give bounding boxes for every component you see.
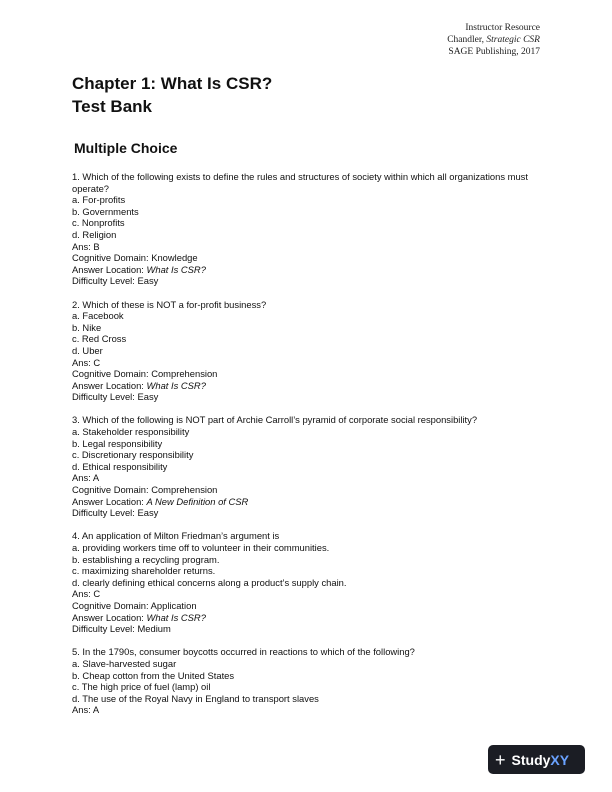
answer-location: Answer Location: A New Definition of CSR xyxy=(72,495,249,507)
cognitive-domain: Cognitive Domain: Comprehension xyxy=(72,484,218,496)
difficulty-level: Difficulty Level: Easy xyxy=(72,507,159,519)
answer-location: Answer Location: What Is CSR? xyxy=(72,263,206,275)
cognitive-domain: Cognitive Domain: Application xyxy=(72,599,197,611)
option-c: c. Nonprofits xyxy=(72,217,125,229)
answer: Ans: C xyxy=(72,588,101,600)
option-c: c. The high price of fuel (lamp) oil xyxy=(72,681,211,693)
cognitive-domain: Cognitive Domain: Knowledge xyxy=(72,252,198,264)
option-b: b. Cheap cotton from the United States xyxy=(72,669,235,681)
question-stem: 4. An application of Milton Friedman’s argument is xyxy=(72,530,280,542)
brand-name: StudyXY xyxy=(511,751,570,768)
studyxy-badge[interactable] xyxy=(488,745,585,774)
option-d: d. Uber xyxy=(72,344,103,356)
page-title xyxy=(72,72,272,118)
question-stem: 2. Which of these is NOT a for-profit business? xyxy=(72,298,267,310)
option-c: c. Discretionary responsibility xyxy=(72,449,194,461)
section-heading: Multiple Choice xyxy=(74,140,178,156)
cognitive-domain: Cognitive Domain: Comprehension xyxy=(72,368,218,380)
question-list xyxy=(72,171,542,728)
question-5 xyxy=(72,646,542,716)
question-3 xyxy=(72,414,542,518)
question-stem: 1. Which of the following exists to define the rules and structures of society within which all organizations must operate? xyxy=(72,171,528,194)
option-c: c. maximizing shareholder returns. xyxy=(72,565,216,577)
question-4 xyxy=(72,530,542,634)
option-b: b. Governments xyxy=(72,205,139,217)
plus-icon: + xyxy=(495,749,506,770)
difficulty-level: Difficulty Level: Medium xyxy=(72,623,171,635)
question-2 xyxy=(72,299,542,403)
option-a: a. providing workers time off to volunteer in their communities. xyxy=(72,542,330,553)
answer: Ans: C xyxy=(72,356,101,368)
test-bank-title: Test Bank xyxy=(72,97,152,116)
option-d: d. The use of the Royal Navy in England to transport slaves xyxy=(72,692,319,704)
option-c: c. Red Cross xyxy=(72,333,127,345)
question-1 xyxy=(72,171,542,287)
difficulty-level: Difficulty Level: Easy xyxy=(72,391,159,403)
answer: Ans: B xyxy=(72,240,100,252)
option-d: d. Ethical responsibility xyxy=(72,460,168,472)
answer-location: Answer Location: What Is CSR? xyxy=(72,379,206,391)
option-a: a. Facebook xyxy=(72,310,124,322)
chapter-title: Chapter 1: What Is CSR? xyxy=(72,74,273,93)
answer: Ans: A xyxy=(72,704,100,716)
book-title: Strategic CSR xyxy=(486,35,540,45)
option-d: d. clearly defining ethical concerns along a product’s supply chain. xyxy=(72,576,347,588)
header-line-3: SAGE Publishing, 2017 xyxy=(448,47,540,57)
option-a: a. Slave-harvested sugar xyxy=(72,657,177,669)
option-a: a. Stakeholder responsibility xyxy=(72,426,190,438)
answer-location: Answer Location: What Is CSR? xyxy=(72,611,206,623)
option-b: b. Legal responsibility xyxy=(72,437,163,449)
difficulty-level: Difficulty Level: Easy xyxy=(72,275,159,287)
question-stem: 3. Which of the following is NOT part of Archie Carroll’s pyramid of corporate social responsibility? xyxy=(72,414,478,426)
answer: Ans: A xyxy=(72,472,100,484)
question-stem: 5. In the 1790s, consumer boycotts occurred in reactions to which of the following? xyxy=(72,646,415,658)
option-b: b. establishing a recycling program. xyxy=(72,553,220,565)
option-d: d. Religion xyxy=(72,228,117,240)
header-line-1: Instructor Resource xyxy=(465,23,540,33)
header-line-2: Chandler, Strategic CSR xyxy=(447,35,540,45)
option-a: a. For-profits xyxy=(72,194,126,206)
document-header xyxy=(447,22,540,58)
option-b: b. Nike xyxy=(72,321,102,333)
